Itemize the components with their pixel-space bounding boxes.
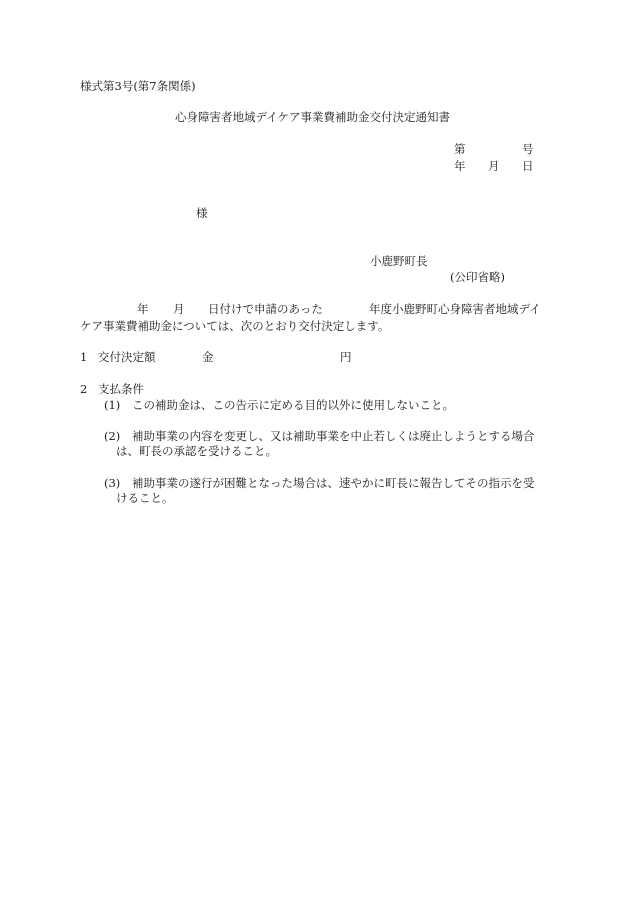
body-fiscal-text: 年度小鹿野町心身障害者地域デイ <box>369 302 541 316</box>
amount-prefix: 金 <box>202 350 214 364</box>
condition-2-text-cont: は、町長の承認を受けること。 <box>116 444 277 458</box>
section-1-label: 交付決定額 <box>98 350 156 364</box>
issuer-title: 小鹿野町長 <box>370 254 428 268</box>
document-title: 心身障害者地域デイケア事業費補助金交付決定通知書 <box>175 110 450 124</box>
amount-unit: 円 <box>340 350 352 364</box>
body-month: 月 <box>173 302 185 316</box>
section-1-number: 1 <box>80 350 88 364</box>
date-day: 日 <box>522 159 534 173</box>
condition-2-text: 補助事業の内容を変更し、又は補助事業を中止若しくは廃止しようとする場合 <box>132 429 535 443</box>
seal-note: (公印省略) <box>450 270 505 284</box>
condition-3-text-cont: けること。 <box>116 491 174 505</box>
condition-2-number: (2) <box>104 429 121 443</box>
doc-number-suffix: 号 <box>522 142 534 156</box>
date-year: 年 <box>454 159 466 173</box>
body-day-text: 日付けで申請のあった <box>208 302 323 316</box>
condition-3-number: (3) <box>104 476 121 490</box>
form-number: 様式第3号(第7条関係) <box>80 79 196 93</box>
addressee-suffix: 様 <box>196 206 208 220</box>
condition-1-number: (1) <box>104 398 121 412</box>
condition-3-text: 補助事業の遂行が困難となった場合は、速やかに町長に報告してその指示を受 <box>132 476 535 490</box>
date-month: 月 <box>488 159 500 173</box>
body-line-2: ケア事業費補助金については、次のとおり交付決定します。 <box>80 319 390 333</box>
section-2-label: 支払条件 <box>98 382 144 396</box>
section-2-number: 2 <box>80 382 88 396</box>
condition-1-text: この補助金は、この告示に定める目的以外に使用しないこと。 <box>132 398 454 412</box>
doc-number-prefix: 第 <box>454 142 466 156</box>
body-year: 年 <box>137 302 149 316</box>
